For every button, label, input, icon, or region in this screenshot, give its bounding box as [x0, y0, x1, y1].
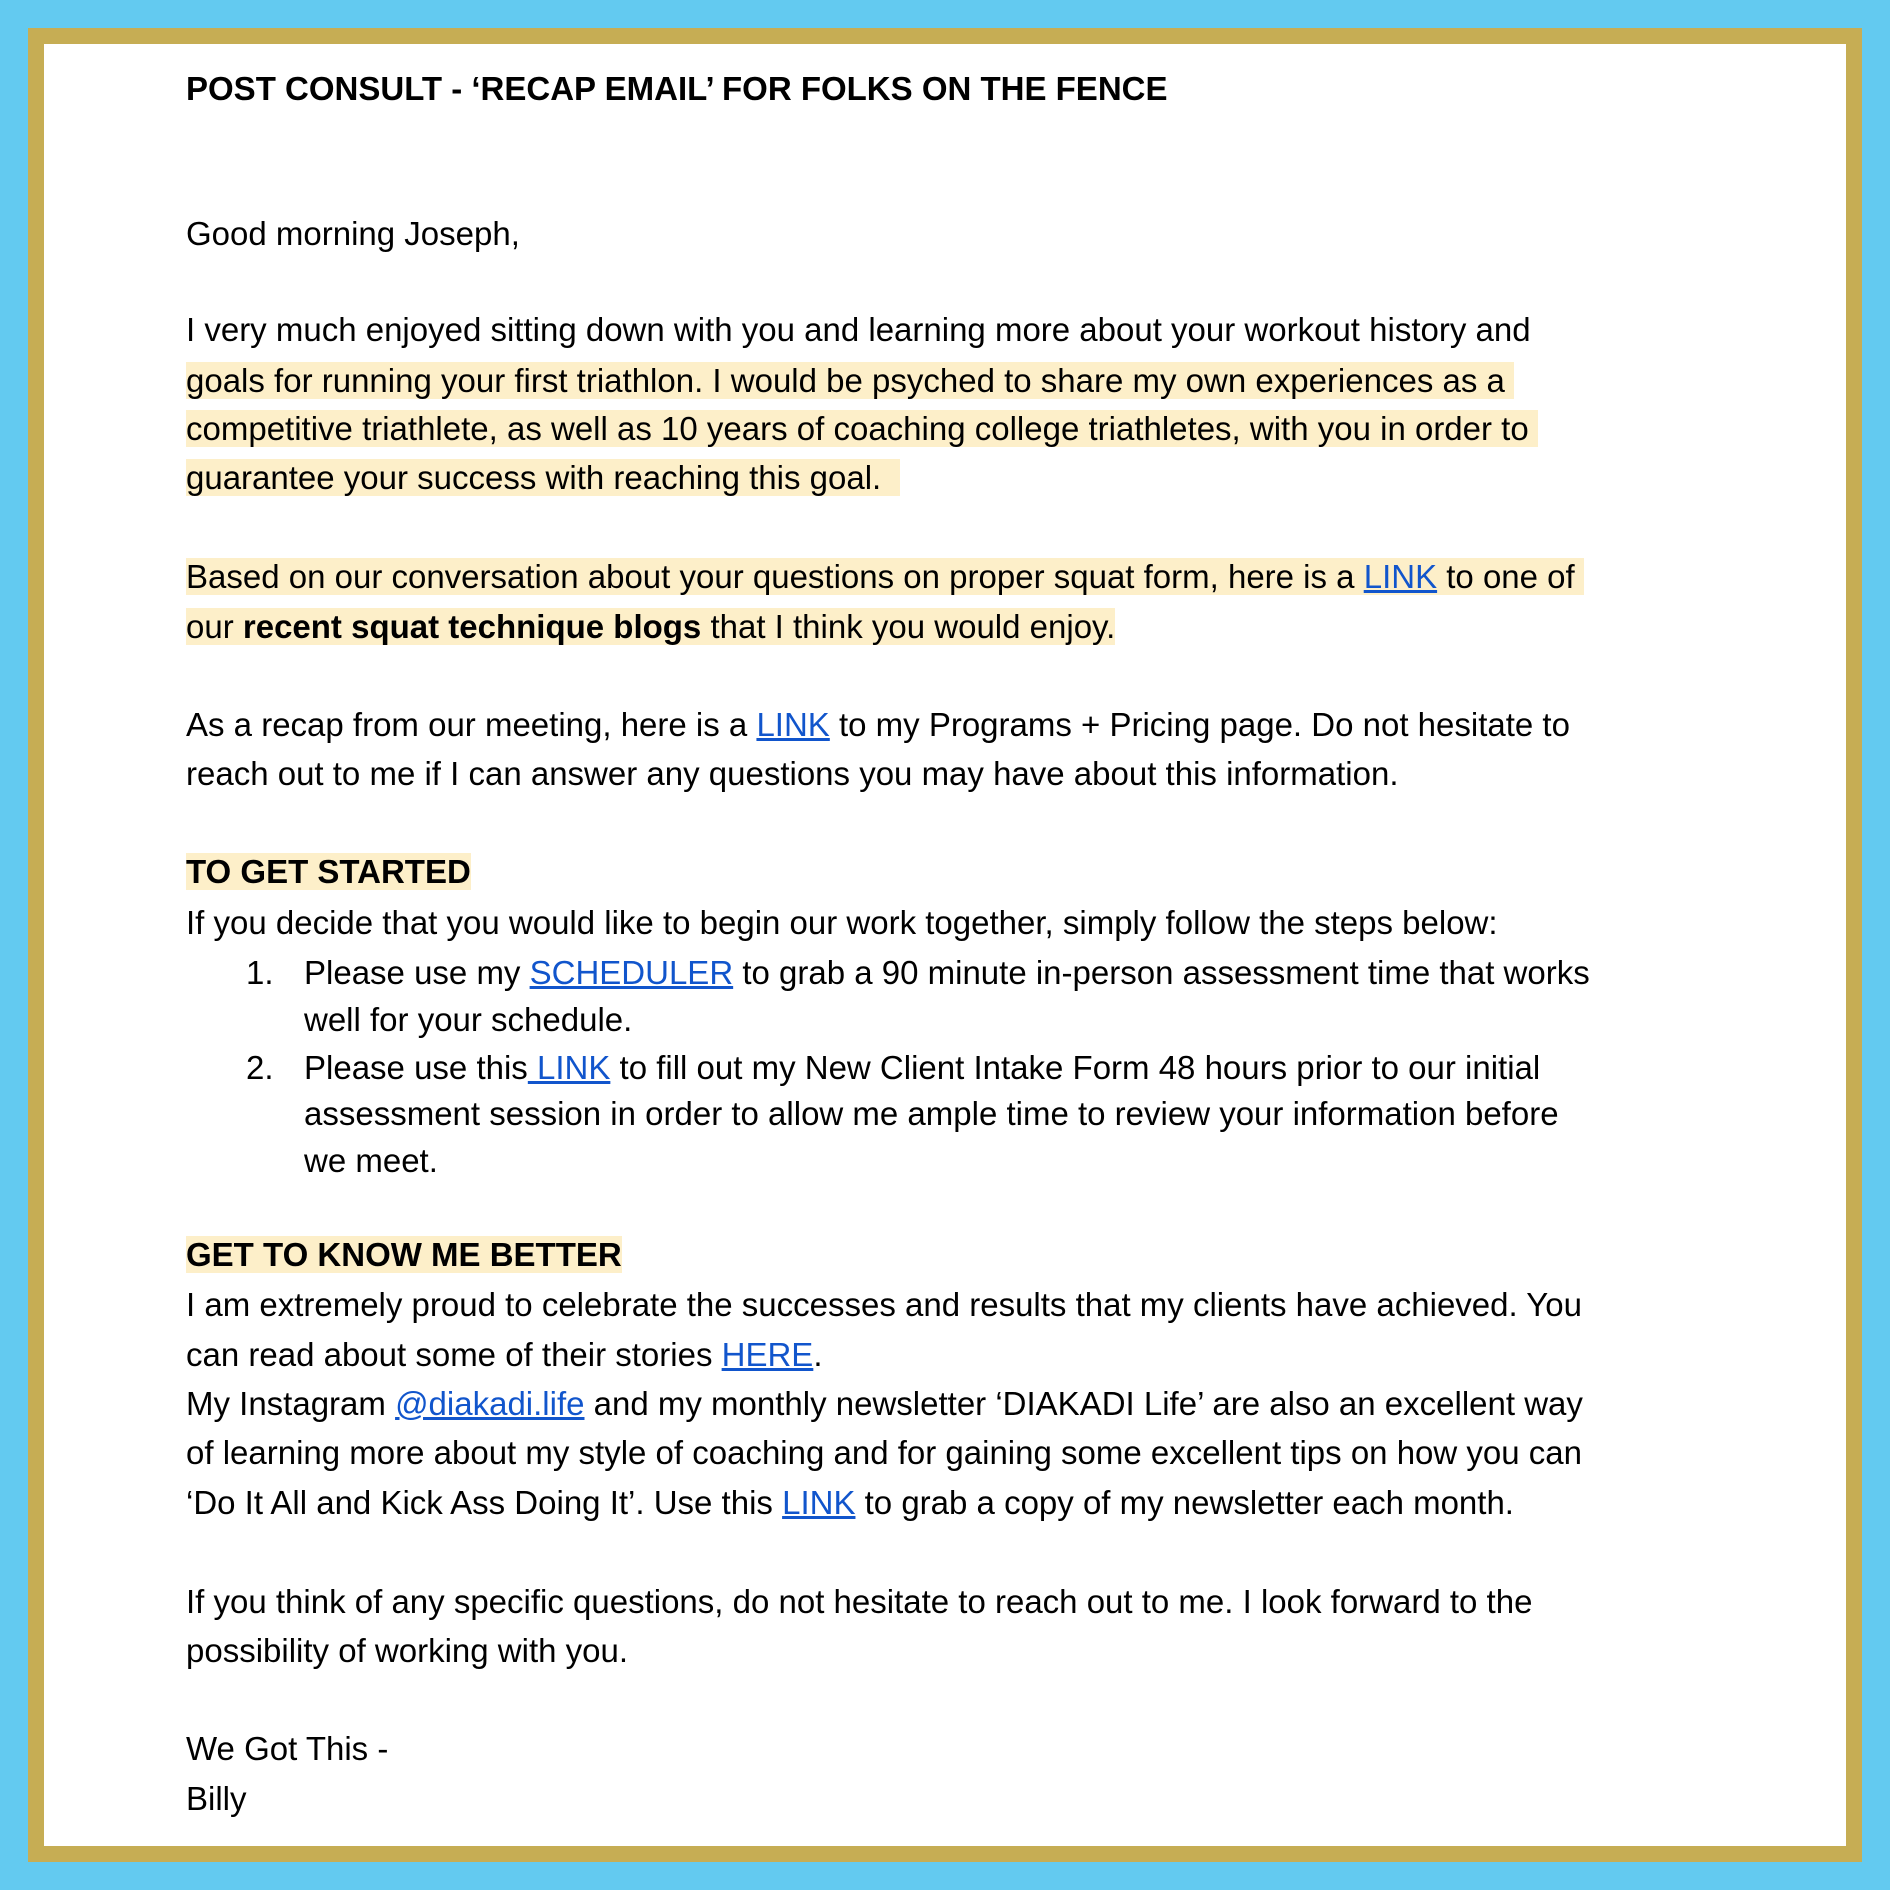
line-text	[186, 1484, 1514, 1521]
list-number: 1.	[246, 954, 274, 991]
link-scheduler[interactable]: SCHEDULER	[529, 954, 734, 991]
list-item	[304, 948, 1590, 997]
text: If you think of any specific questions, do not hesitate to reach out to me. I look forward to the	[186, 1583, 1533, 1620]
text: I very much enjoyed sitting down with you and learning more about your workout history and	[186, 311, 1531, 348]
link-link[interactable]: LINK	[782, 1484, 856, 1521]
list-item	[304, 1043, 1540, 1092]
bold-text: TO GET STARTED	[186, 853, 471, 890]
text-line	[186, 749, 1399, 798]
text-line	[186, 847, 471, 896]
text: to grab a 90 minute in-person assessment time that works	[733, 954, 1590, 991]
list-number: 2.	[246, 1049, 274, 1086]
line-text	[186, 1583, 1532, 1620]
link--diakadi-life[interactable]: @diakadi.life	[395, 1385, 585, 1422]
text: to my Programs + Pricing page. Do not hesitate to	[829, 706, 1570, 743]
line-text	[186, 215, 520, 252]
text-line	[186, 1577, 1532, 1626]
highlight	[186, 853, 471, 890]
text-line	[304, 1089, 1559, 1138]
line-text	[186, 311, 1531, 348]
text: to fill out my New Client Intake Form 48 hours prior to our initial	[610, 1049, 1541, 1086]
text: Billy	[186, 1780, 247, 1817]
line-text	[304, 1142, 438, 1179]
text: possibility of working with you.	[186, 1632, 629, 1669]
text: to one of	[1437, 558, 1584, 595]
highlight	[186, 410, 1538, 447]
text-line	[186, 305, 1531, 354]
text-line	[186, 700, 1570, 749]
link-link[interactable]: LINK	[527, 1049, 611, 1086]
highlight	[186, 362, 1514, 399]
text: that I think you would enjoy.	[701, 608, 1116, 645]
text-line	[186, 602, 1115, 651]
highlight	[186, 459, 900, 496]
line-text	[186, 706, 1570, 743]
text: As a recap from our meeting, here is a	[186, 706, 757, 743]
text: Based on our conversation about your questions on proper squat form, here is a	[186, 558, 1364, 595]
line-text	[186, 904, 1498, 941]
text: My Instagram	[186, 1385, 396, 1422]
line-text	[186, 1730, 388, 1767]
text: We Got This -	[186, 1730, 389, 1767]
text: Please use this	[304, 1049, 528, 1086]
highlight	[186, 558, 1584, 595]
bold-text: GET TO KNOW ME BETTER	[186, 1236, 622, 1273]
text-line	[186, 1330, 822, 1379]
text: competitive triathlete, as well as 10 years of coaching college triathletes, with you in order to	[186, 410, 1538, 447]
text-line	[186, 552, 1584, 601]
text: to grab a copy of my newsletter each month.	[855, 1484, 1514, 1521]
text-line	[186, 209, 520, 258]
text-line	[186, 1230, 622, 1279]
text-line	[186, 898, 1498, 947]
text: .	[813, 1336, 823, 1373]
text: goals for running your first triathlon. I would be psyched to share my own experiences as a	[186, 362, 1515, 399]
text: can read about some of their stories	[186, 1336, 722, 1373]
link-link[interactable]: LINK	[1363, 558, 1438, 595]
text: and my monthly newsletter ‘DIAKADI Life’ are also an excellent way	[584, 1385, 1583, 1422]
line-text	[186, 1336, 822, 1373]
text-line	[186, 1379, 1583, 1428]
text-line	[186, 1280, 1582, 1329]
line-text	[186, 1780, 247, 1817]
highlight	[186, 1236, 622, 1273]
text-line	[186, 404, 1538, 453]
text: Good morning Joseph,	[186, 215, 520, 252]
text: we meet.	[304, 1142, 438, 1179]
text-line	[304, 995, 632, 1044]
text-line	[186, 1626, 628, 1675]
text-line	[186, 1478, 1514, 1527]
text-line	[186, 356, 1514, 405]
document-title: POST CONSULT - ‘RECAP EMAIL’ FOR FOLKS ON THE FENCE	[186, 70, 1168, 107]
bold-text: recent squat technique blogs	[242, 608, 702, 645]
text-line	[304, 1136, 438, 1185]
text: reach out to me if I can answer any questions you may have about this information.	[186, 755, 1399, 792]
link-here[interactable]: HERE	[721, 1336, 814, 1373]
line-text	[186, 755, 1399, 792]
line-text	[186, 1385, 1583, 1422]
text: Please use my	[304, 954, 530, 991]
text: If you decide that you would like to begin our work together, simply follow the steps below:	[186, 904, 1498, 941]
line-text	[304, 1001, 632, 1038]
text: of learning more about my style of coaching and for gaining some excellent tips on how you can	[186, 1434, 1582, 1471]
text: ‘Do It All and Kick Ass Doing It’. Use this	[186, 1484, 783, 1521]
link-link[interactable]: LINK	[756, 706, 830, 743]
text: I am extremely proud to celebrate the successes and results that my clients have achieved. You	[186, 1286, 1582, 1323]
text-line	[186, 1428, 1582, 1477]
line-text	[304, 1049, 1540, 1086]
text: our	[186, 608, 243, 645]
text: assessment session in order to allow me ample time to review your information before	[304, 1095, 1559, 1132]
line-text	[186, 1632, 628, 1669]
text-line	[186, 1724, 388, 1773]
line-text	[186, 1434, 1582, 1471]
line-text	[304, 954, 1590, 991]
text: guarantee your success with reaching this goal.	[186, 459, 900, 496]
line-text	[304, 1095, 1559, 1132]
highlight	[186, 608, 1115, 645]
text-line	[186, 453, 900, 502]
text: well for your schedule.	[304, 1001, 633, 1038]
text-line	[186, 1774, 247, 1823]
line-text	[186, 1286, 1582, 1323]
